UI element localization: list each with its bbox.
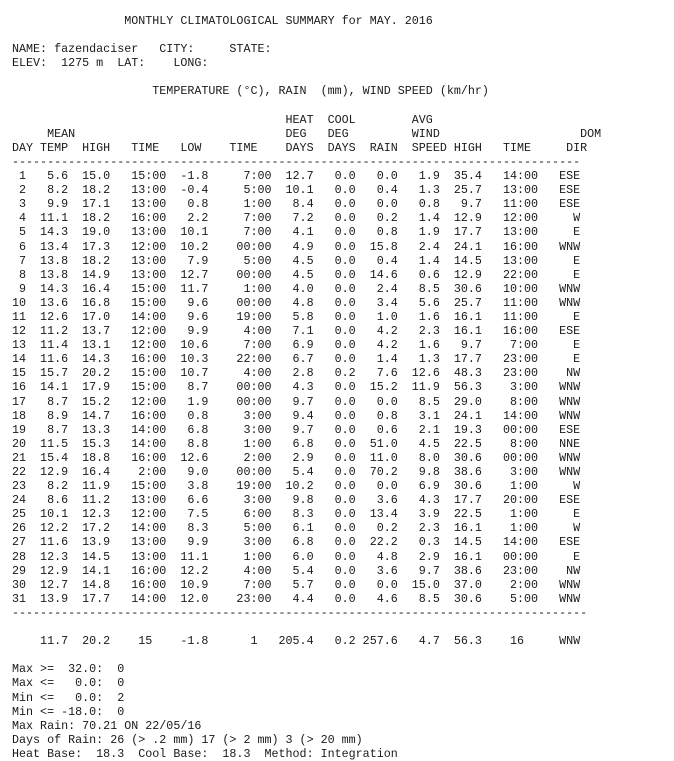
footer-heat-cool-base: Heat Base: 18.3 Cool Base: 18.3 Method: Integration xyxy=(12,746,398,761)
table-row: 30 12.7 14.8 16:00 10.9 7:00 5.7 0.0 0.0 15.0 37.0 2:00 WNW xyxy=(12,577,581,592)
table-header-row-2: MEAN DEG DEG WIND DOM xyxy=(12,126,602,141)
footer-max-rain: Max Rain: 70.21 ON 22/05/16 xyxy=(12,718,202,733)
table-row: 12 11.2 13.7 12:00 9.9 4:00 7.1 0.0 4.2 2.3 16.1 16:00 ESE xyxy=(12,324,581,339)
table-row: 3 9.9 17.1 13:00 0.8 1:00 8.4 0.0 0.0 0.8 9.7 11:00 ESE xyxy=(12,197,581,212)
station-elevation-line: ELEV: 1275 m LAT: LONG: xyxy=(12,56,209,71)
table-row: 11 12.6 17.0 14:00 9.6 19:00 5.8 0.0 1.0 1.6 16.1 11:00 E xyxy=(12,309,581,324)
table-row: 6 13.4 17.3 12:00 10.2 00:00 4.9 0.0 15.8 2.4 24.1 16:00 WNW xyxy=(12,239,581,254)
table-row: 27 11.6 13.9 13:00 9.9 3:00 6.8 0.0 22.2 0.3 14.5 14:00 ESE xyxy=(12,535,581,550)
table-header-row-3: DAY TEMP HIGH TIME LOW TIME DAYS DAYS RAIN SPEED HIGH TIME DIR xyxy=(12,140,588,155)
table-row: 7 13.8 18.2 13:00 7.9 5:00 4.5 0.0 0.4 1.4 14.5 13:00 E xyxy=(12,253,581,268)
blank-line xyxy=(12,28,601,42)
table-row: 18 8.9 14.7 16:00 0.8 3:00 9.4 0.0 0.8 3.1 24.1 14:00 WNW xyxy=(12,408,581,423)
table-row: 10 13.6 16.8 15:00 9.6 00:00 4.8 0.0 3.4 5.6 25.7 11:00 WNW xyxy=(12,295,581,310)
units-line: TEMPERATURE (°C), RAIN (mm), WIND SPEED (km/hr) xyxy=(12,84,489,99)
table-row: 17 8.7 15.2 12:00 1.9 00:00 9.7 0.0 0.0 8.5 29.0 8:00 WNW xyxy=(12,394,581,409)
table-row: 29 12.9 14.1 16:00 12.2 4:00 5.4 0.0 3.6 9.7 38.6 23:00 NW xyxy=(12,563,581,578)
totals-row: 11.7 20.2 15 -1.8 1 205.4 0.2 257.6 4.7 56.3 16 WNW xyxy=(12,634,581,649)
table-row: 26 12.2 17.2 14:00 8.3 5:00 6.1 0.0 0.2 2.3 16.1 1:00 W xyxy=(12,521,581,536)
table-row: 2 8.2 18.2 13:00 -0.4 5:00 10.1 0.0 0.4 1.3 25.7 13:00 ESE xyxy=(12,183,581,198)
table-separator-bottom: ---------------------------------------------------------------------------------- xyxy=(12,605,588,620)
footer-min-le-0: Min <= 0.0: 2 xyxy=(12,690,125,705)
table-row: 22 12.9 16.4 2:00 9.0 00:00 5.4 0.0 70.2 9.8 38.6 3:00 WNW xyxy=(12,465,581,479)
blank-line xyxy=(12,99,601,113)
table-row: 4 11.1 18.2 16:00 2.2 7:00 7.2 0.0 0.2 1.4 12.9 12:00 W xyxy=(12,211,581,226)
table-row: 9 14.3 16.4 15:00 11.7 1:00 4.0 0.0 2.4 8.5 30.6 10:00 WNW xyxy=(12,281,581,296)
footer-days-of-rain: Days of Rain: 26 (> .2 mm) 17 (> 2 mm) 3 (> 20 mm) xyxy=(12,732,363,747)
blank-line xyxy=(12,70,601,84)
table-row: 23 8.2 11.9 15:00 3.8 19:00 10.2 0.0 0.0 6.9 30.6 1:00 W xyxy=(12,479,581,494)
report-title: MONTHLY CLIMATOLOGICAL SUMMARY for MAY. 2016 xyxy=(12,14,433,28)
table-row: 24 8.6 11.2 13:00 6.6 3:00 9.8 0.0 3.6 4.3 17.7 20:00 ESE xyxy=(12,493,581,508)
blank-line xyxy=(12,648,601,662)
footer-min-le-minus-18: Min <= -18.0: 0 xyxy=(12,704,125,719)
table-row: 31 13.9 17.7 14:00 12.0 23:00 4.4 0.0 4.6 8.5 30.6 5:00 WNW xyxy=(12,591,581,606)
table-row: 28 12.3 14.5 13:00 11.1 1:00 6.0 0.0 4.8 2.9 16.1 00:00 E xyxy=(12,549,581,564)
table-row: 13 11.4 13.1 12:00 10.6 7:00 6.9 0.0 4.2 1.6 9.7 7:00 E xyxy=(12,338,581,353)
table-row: 8 13.8 14.9 13:00 12.7 00:00 4.5 0.0 14.6 0.6 12.9 22:00 E xyxy=(12,267,581,282)
table-row: 19 8.7 13.3 14:00 6.8 3:00 9.7 0.0 0.6 2.1 19.3 00:00 ESE xyxy=(12,422,581,437)
table-row: 16 14.1 17.9 15:00 8.7 00:00 4.3 0.0 15.2 11.9 56.3 3:00 WNW xyxy=(12,380,581,395)
blank-line xyxy=(12,620,601,634)
table-row: 1 5.6 15.0 15:00 -1.8 7:00 12.7 0.0 0.0 1.9 35.4 14:00 ESE xyxy=(12,169,581,184)
table-row: 20 11.5 15.3 14:00 8.8 1:00 6.8 0.0 51.0 4.5 22.5 8:00 NNE xyxy=(12,436,581,451)
table-row: 25 10.1 12.3 12:00 7.5 6:00 8.3 0.0 13.4 3.9 22.5 1:00 E xyxy=(12,507,581,522)
climatological-summary-report xyxy=(12,14,601,761)
footer-max-ge-32: Max >= 32.0: 0 xyxy=(12,662,125,677)
table-row: 15 15.7 20.2 15:00 10.7 4:00 2.8 0.2 7.6 12.6 48.3 23:00 NW xyxy=(12,366,581,381)
table-header-row-1: HEAT COOL AVG xyxy=(12,112,433,127)
table-row: 5 14.3 19.0 13:00 10.1 7:00 4.1 0.0 0.8 1.9 17.7 13:00 E xyxy=(12,225,581,240)
footer-max-le-0: Max <= 0.0: 0 xyxy=(12,676,125,691)
table-separator-top: --------------------------------------------------------------------------------- xyxy=(12,154,581,169)
table-row: 14 11.6 14.3 16:00 10.3 22:00 6.7 0.0 1.4 1.3 17.7 23:00 E xyxy=(12,352,581,367)
station-name-line: NAME: fazendaciser CITY: STATE: xyxy=(12,42,272,57)
table-row: 21 15.4 18.8 16:00 12.6 2:00 2.9 0.0 11.0 8.0 30.6 00:00 WNW xyxy=(12,450,581,465)
